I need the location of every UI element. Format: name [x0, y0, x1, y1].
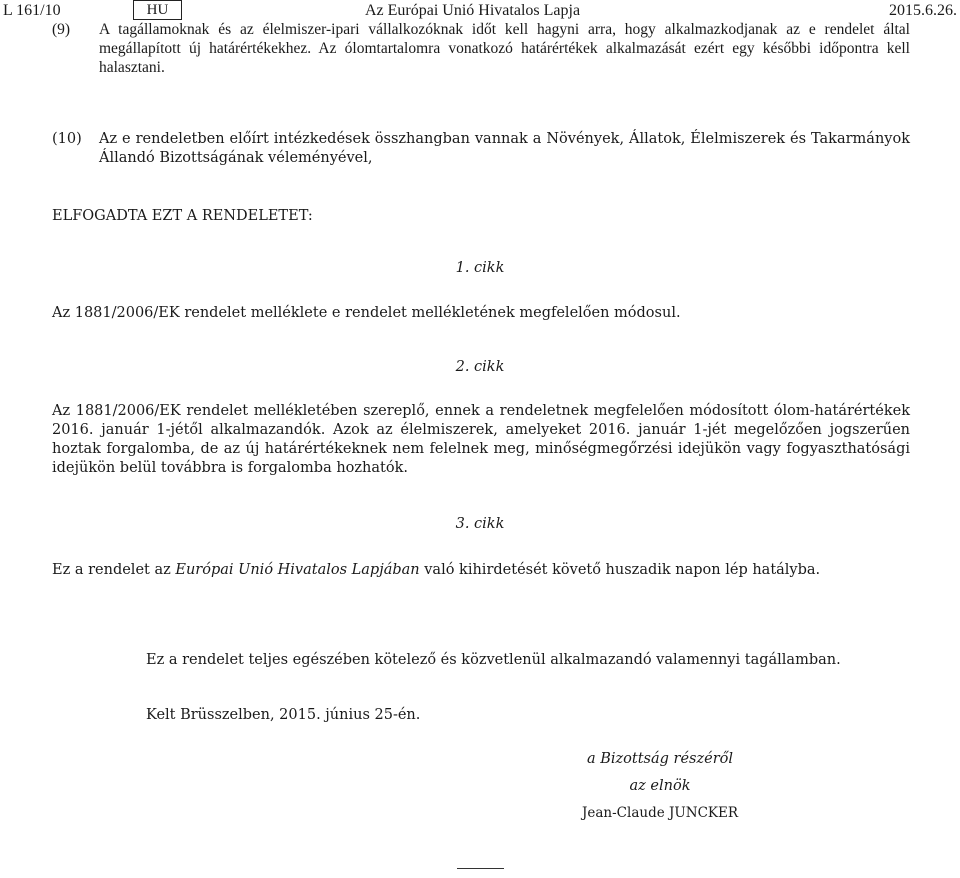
journal-reference: L 161/10: [3, 2, 61, 19]
end-rule: [457, 868, 504, 869]
article-text-part: való kihirdetését követő huszadik napon lép hatályba.: [419, 562, 821, 578]
recital-number: (10): [52, 131, 82, 147]
signature-title: az elnök: [629, 778, 691, 794]
recital-text: A tagállamoknak és az élelmiszer-ipari vállalkozóknak időt kell hagyni arra, hogy alkalmazkodjanak az e rendelet által megállapított új határértékekhez. Az ólomtartalomra vonatkozó határértékek alkalmazását ezért egy későbbi időpontra kell halasztani.: [99, 21, 910, 76]
recital-number: (9): [52, 21, 71, 38]
article-heading: 1. cikk: [455, 260, 505, 276]
signature-for-commission: a Bizottság részéről: [586, 751, 734, 767]
signatory-name: Jean-Claude JUNCKER: [581, 805, 739, 821]
binding-clause: Ez a rendelet teljes egészében kötelező és közvetlenül alkalmazandó valamennyi tagállamban.: [146, 652, 841, 668]
article-text-part: Ez a rendelet az: [52, 562, 176, 578]
article-text: Az 1881/2006/EK rendelet melléklete e rendelet mellékletének megfelelően módosul.: [52, 305, 681, 321]
article-text: Az 1881/2006/EK rendelet mellékletében szereplő, ennek a rendeletnek megfelelően módosított ólom-határértékek 2016. január 1-jétől alkalmazandók. Azok az élelmiszerek, amelyeket 2016. január 1-jét megelőzően jogszerűen hoztak forgalomba, de az új határértékeknek nem felelnek meg, minőségmegőrzési idejükön vagy fogyaszthatósági idejükön belül továbbra is forgalomba hozhatók.: [52, 403, 910, 476]
article-heading: 2. cikk: [455, 359, 505, 375]
done-at-line: Kelt Brüsszelben, 2015. június 25-én.: [146, 707, 421, 723]
article-text: [52, 561, 910, 580]
recital-text: Az e rendeletben előírt intézkedések összhangban vannak a Növények, Állatok, Élelmiszerek és Takarmányok Állandó Bizottságának véleményével,: [99, 131, 910, 166]
article-heading: 3. cikk: [455, 516, 505, 532]
journal-title: Az Európai Unió Hivatalos Lapja: [365, 2, 581, 19]
journal-name-italic: Európai Unió Hivatalos Lapjában: [175, 562, 420, 578]
adoption-formula: ELFOGADTA EZT A RENDELETET:: [52, 208, 313, 224]
language-code-box: HU: [133, 0, 182, 20]
publication-date: 2015.6.26.: [889, 2, 957, 19]
